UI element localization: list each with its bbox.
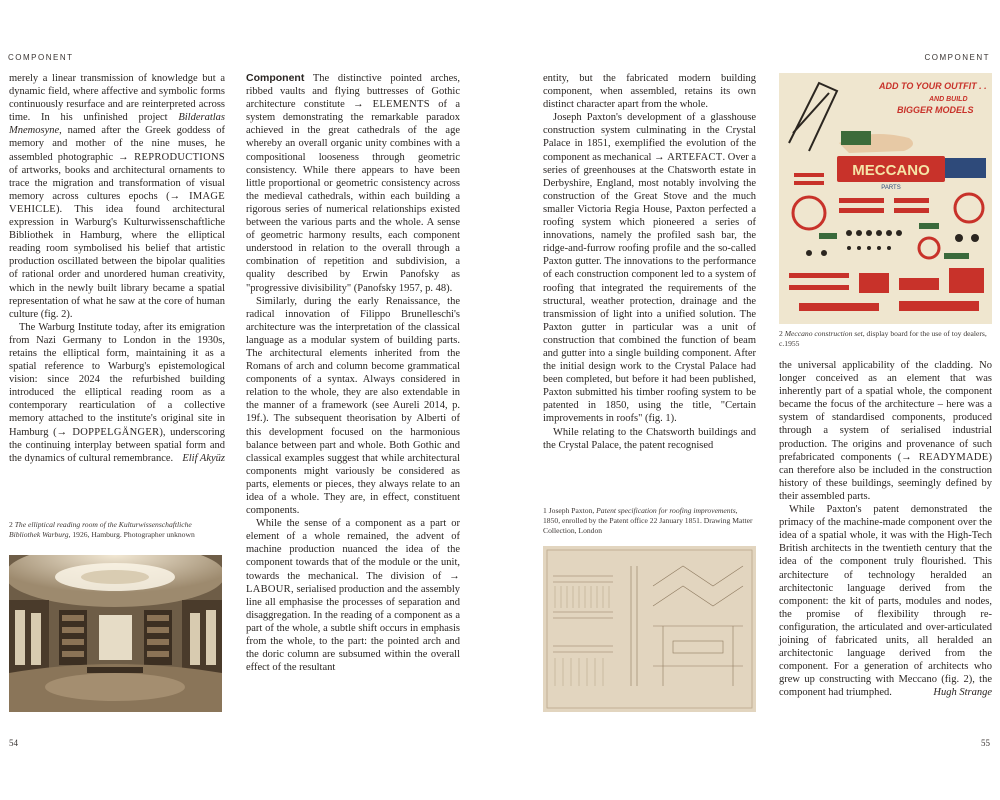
paragraph: Component The distinctive pointed arches, ribbed vaults and flying buttresses of Gothic architecture constitute → ELEMENTS of a system demonstrating the remarkable paradox achieved in the great cathedrals of the age whereby an overall organic unity combines with a compositional looseness through geometric consistency. While there appears to have been little proportional or geometric consistency across the medieval cathedrals, within each building a rigorous series of numerical relationships existed between the various parts and the whole. A sense of geometric harmony results, each component understood in relation to the overall through a combination of repetition and subdivision, a quality described by Erwin Panofsky as "progressive divisibility" (Panofsky 1957, p. 48). (246, 72, 460, 294)
running-head-right: COMPONENT (924, 53, 990, 62)
paragraph: While Paxton's patent demonstrated the primacy of the machine-made component over the idea of a spatial whole, it was with the High-Tech British architects in the twentieth century that the idea of the component truly flourished. This architecture of technology heralded an architectonic language derived from the component: the kit of parts, modules and nodes, the promise of flexibility through re-configuration, the articulated and over-articulated joining of fabricated units, all heralded an architectonic language derived from the component. For a generation of architects who grew up constructing with Meccano (fig. 2), the component had triumphed. (779, 504, 992, 699)
column-1 (9, 72, 225, 465)
paragraph: the universal applicability of the cladding. No longer conceived as an element that was inherently part of a spatial whole, the component became the focus of the architecture – here was a system of standardised components, produced through a system of serialised industrial production. The origins and provenance of such prefabricated components (→ READYMADE) can therefore also be included in the construction history of these buildings, seemingly defined by their assembled parts. (779, 360, 992, 502)
column-2 (246, 72, 460, 674)
cross-reference[interactable]: → IMAGE VEHICLE (9, 190, 226, 215)
column-3 (543, 72, 756, 452)
entry-headword: Component (246, 72, 305, 84)
meccano-board-image (779, 73, 992, 324)
cross-reference[interactable]: → ELEMENTS (353, 99, 430, 111)
page-number-right: 55 (981, 738, 990, 748)
cross-reference[interactable]: → REPRODUCTIONS (118, 151, 226, 163)
paragraph: merely a linear transmission of knowledge but a dynamic field, where affective and symbolic forms continuously resurface and are reinterpreted across time. In his unfinished project Bilderatlas Mnemosyne, named after the Greek goddess of memory and mother of the nine muses, he assembled photographic → REPRODUCTIONS of artworks, books and architectural ornaments to trace the migration and transformation of visual memory across cultures epochs (→ IMAGE VEHICLE). This idea found architectural expression in Warburg's Kulturwissenschaftliche Bibliothek in Hamburg, where the elliptical reading room symbolised his belief that artistic production oscillated between the bipolar qualities of rational order and unordered human creativity, which in the newly built library became a spatial representation of what he saw at the core of human culture (fig. 2). (9, 73, 226, 320)
reading-room-photo (9, 555, 222, 712)
running-head-left: COMPONENT (8, 53, 74, 62)
column-4 (779, 359, 992, 700)
paragraph: entity, but the fabricated modern building component, when assembled, retains its own distinct character apart from the whole. (543, 73, 756, 111)
paragraph: Joseph Paxton's development of a glasshouse construction system culminating in the Crystal Palace in 1851, exemplified the evolution of the component as mechanical → ARTEFACT. Over a series of greenhouses at the Chatsworth estate in Derbyshire, England, most notably involving the construction of the Great Stove and the much smaller Victoria Regia House, Paxton perfected a roofing system which pioneered a series of innovations, namely the profiled sash bar, the ridge-and-furrow roofing profile and the so-called Paxton gutter. The innovations to the performance of each construction component led to a system of roofing that integrated the requirements of the structural, weather protection, drainage and the transmission of light into a unified solution. The Paxton gutter in particular was a unit of construction that combined the function of beam and gutter into a single building component. After the initial design work to the Crystal Palace had been completed, but before it had been published, Paxton submitted his timber roofing system to be patented in 1850, using the title, "Certain improvements in roofs" (fig. 1). (543, 112, 757, 425)
meccano-brand-sub: PARTS (881, 185, 901, 191)
paragraph: While the sense of a component as a part or element of a whole remained, the advent of machine production nuanced the idea of the component towards that of the module or the unit, towards the mechanical. The division of → LABOUR, serialised production and the assembly line all emphasise the processes of separation and disaggregation. In the reading of a component as a part of the whole, a subtle shift occurs in emphasis from the whole, to the part: the pointed arch and the doric column are subsumed within the overall effect of the resultant (246, 518, 460, 674)
author-signature: Hugh Strange (933, 687, 992, 699)
patent-drawing (543, 546, 756, 712)
page-number-left: 54 (9, 738, 18, 748)
cross-reference[interactable]: → LABOUR (246, 570, 460, 595)
paragraph: The Warburg Institute today, after its emigration from Nazi Germany to London in the 1930s, retains the elliptical form, maintaining it as a spatial reference to Warburg's epistemological vision: since 2024 the refurbished building introduced the elliptical reading room as a contemporary rearticulation of a collective memory attached to the institute's original site in Hamburg (→ DOPPELGÄNGER), underscoring the continuing interplay between spatial form and the dynamics of cultural remembrance. (9, 321, 225, 464)
paragraph: Similarly, during the early Renaissance, the radical innovation of Filippo Brunelleschi's architecture was the interpretation of the classical language as a modular system of building parts. The architectural elements inherited from the Romans of arch and column become grammatical components of a syntax. Always considered in relation to the whole, they are also extendable in the manner of a framework (see Aureli 2014, p. 19f.). The subsequent theorisation by Alberti of this development focused on the harmonious balance between part and whole. Both Gothic and classical examples suggest that while architectural components might variously be considered as parts, elements or pieces, they always relate to an idea of a whole. They are, in effect, constituent components. (246, 295, 460, 517)
paragraph: While relating to the Chatsworth buildings and the Crystal Palace, the patent recognised (543, 426, 756, 451)
cross-reference[interactable]: → ARTEFACT (654, 151, 723, 163)
figure-1-caption: 1 Joseph Paxton, Patent specification for roofing improvements, 1850, enrolled by the Patent office 22 January 1851. Drawing Matter Collection, London (543, 506, 753, 536)
cross-reference[interactable]: → READYMADE (901, 451, 989, 463)
meccano-slogan-1: ADD TO YOUR OUTFIT . . (879, 81, 987, 91)
meccano-brand: MECCANO (852, 162, 930, 179)
author-signature: Elif Akyüz (182, 452, 225, 464)
meccano-slogan-2: AND BUILD (929, 96, 968, 103)
cross-reference[interactable]: → DOPPELGÄNGER (56, 426, 160, 438)
meccano-caption: 2 Meccano construction set, display board for the use of toy dealers, c.1955 (779, 329, 987, 349)
meccano-slogan-3: BIGGER MODELS (897, 105, 974, 115)
figure-2-caption: 2 The elliptical reading room of the Kulturwissenschaftliche Bibliothek Warburg, 1926, Hamburg. Photographer unknown (9, 520, 195, 540)
